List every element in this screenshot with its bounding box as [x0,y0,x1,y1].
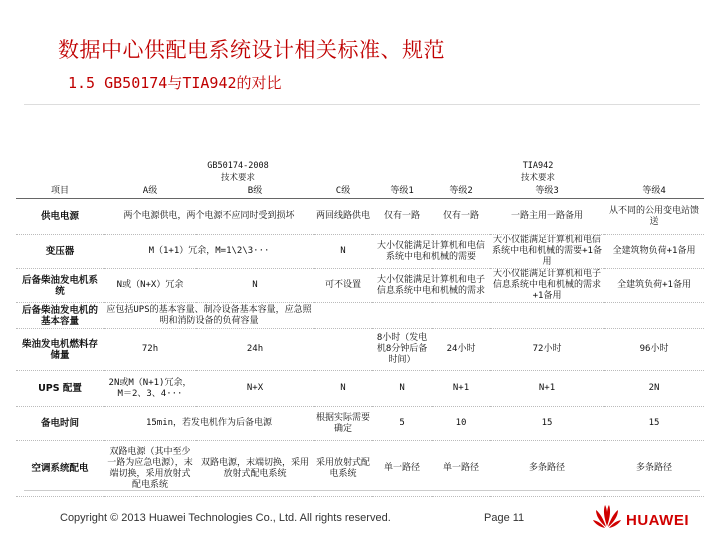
cell-power-t3: 一路主用一路备用 [490,199,604,235]
cell-generator-c: 可不设置 [314,269,372,303]
cell-backup-t4: 15 [604,407,704,441]
slide-subtitle: 1.5 GB50174与TIA942的对比 [68,74,282,92]
cell-hvac-t4: 多条路径 [604,441,704,497]
cell-backup-ab: 15min，若发电机作为后备电源 [104,407,314,441]
cell-power-c: 两回线路供电 [314,199,372,235]
cell-hvac-t1: 单一路径 [372,441,432,497]
col-header-tier4: 等级4 [604,184,704,199]
table-row-generator [16,269,704,303]
cell-backup-t2: 10 [432,407,490,441]
cell-transformer-c: N [314,235,372,269]
table-row-hvac [16,441,704,497]
comparison-table [16,160,704,497]
row-label-generator: 后备柴油发电机系统 [16,269,104,303]
cell-hvac-a: 双路电源（其中至少一路为应急电源），末端切换，采用放射式配电系统 [104,441,196,497]
cell-capacity-ab: 应包括UPS的基本容量、制冷设备基本容量，应急照明和消防设备的负荷容量 [104,303,314,329]
col-header-tier2: 等级2 [432,184,490,199]
table-row-ups [16,371,704,407]
cell-generator-t3: 大小仅能满足计算机和电子信息系统中电和机械的需求+1备用 [490,269,604,303]
cell-ups-a: 2N或M（N+1)冗余，M＝2、3、4··· [104,371,196,407]
col-header-tier3: 等级3 [490,184,604,199]
footer-divider [24,490,700,491]
cell-hvac-t2: 单一路径 [432,441,490,497]
row-label-ups: UPS 配置 [16,371,104,407]
col-header-c: C级 [314,184,372,199]
tia-req-header: 技术要求 [521,172,556,183]
cell-ups-t1: N [372,371,432,407]
cell-fuel-t2: 24小时 [432,329,490,371]
cell-power-t2: 仅有一路 [432,199,490,235]
header-divider [24,104,700,105]
cell-generator-b: N [196,269,314,303]
gb-req-header: 技术要求 [221,172,256,183]
cell-fuel-a: 72h [104,329,196,371]
logo-wordmark: HUAWEI [626,512,689,529]
row-label-transformer: 变压器 [16,235,104,269]
slide-title: 数据中心供配电系统设计相关标准、规范 [58,38,445,62]
cell-transformer-ab: M（1+1）冗余，M=1\2\3··· [104,235,314,269]
cell-power-t4: 从不同的公用变电站馈送 [604,199,704,235]
cell-generator-a: N或（N+X）冗余 [104,269,196,303]
cell-ups-b: N+X [196,371,314,407]
cell-hvac-c: 采用放射式配电系统 [314,441,372,497]
cell-ups-t3: N+1 [490,371,604,407]
gb-standard-header: GB50174-2008 [207,160,269,171]
cell-hvac-b: 双路电源，末端切换，采用放射式配电系统 [196,441,314,497]
cell-ups-c: N [314,371,372,407]
table-row-power [16,199,704,235]
row-label-backup: 备电时间 [16,407,104,441]
cell-transformer-t12: 大小仅能满足计算机和电信系统中电和机械的需要 [372,235,490,269]
cell-fuel-t3: 72小时 [490,329,604,371]
huawei-logo [592,500,702,534]
tia-standard-header: TIA942 [522,160,554,171]
cell-generator-t4: 全建筑负荷+1备用 [604,269,704,303]
cell-fuel-t1: 8小时（发电机8分钟后备时间） [372,329,432,371]
cell-backup-t1: 5 [372,407,432,441]
page-number: Page 11 [484,512,525,524]
row-label-capacity: 后备柴油发电机的基本容量 [16,303,104,329]
table-row-transformer [16,235,704,269]
row-label-fuel: 柴油发电机燃料存储量 [16,329,104,371]
row-label-power: 供电电源 [16,199,104,235]
cell-transformer-t4: 全建筑物负荷+1备用 [604,235,704,269]
cell-fuel-t4: 96小时 [604,329,704,371]
cell-power-t1: 仅有一路 [372,199,432,235]
cell-power-ab: 两个电源供电，两个电源不应同时受到损坏 [104,199,314,235]
cell-backup-t3: 15 [490,407,604,441]
cell-transformer-t3: 大小仅能满足计算机和电信系统中电和机械的需要+1备用 [490,235,604,269]
row-label-hvac: 空调系统配电 [16,441,104,497]
col-header-b: B级 [196,184,314,199]
table-row-backup [16,407,704,441]
col-header-a: A级 [104,184,196,199]
cell-fuel-b: 24h [196,329,314,371]
cell-ups-t4: 2N [604,371,704,407]
table-row-fuel [16,329,704,371]
cell-hvac-t3: 多条路径 [490,441,604,497]
huawei-petal-icon [592,502,622,530]
copyright-text: Copyright © 2013 Huawei Technologies Co., Ltd. All rights reserved. [60,512,391,524]
cell-ups-t2: N+1 [432,371,490,407]
item-column-header: 项目 [16,184,104,199]
table-row-capacity [16,303,704,329]
cell-backup-c: 根据实际需要确定 [314,407,372,441]
col-header-tier1: 等级1 [372,184,432,199]
cell-generator-t2: 大小仅能满足计算机和电子信息系统中电和机械的需求 [372,269,490,303]
